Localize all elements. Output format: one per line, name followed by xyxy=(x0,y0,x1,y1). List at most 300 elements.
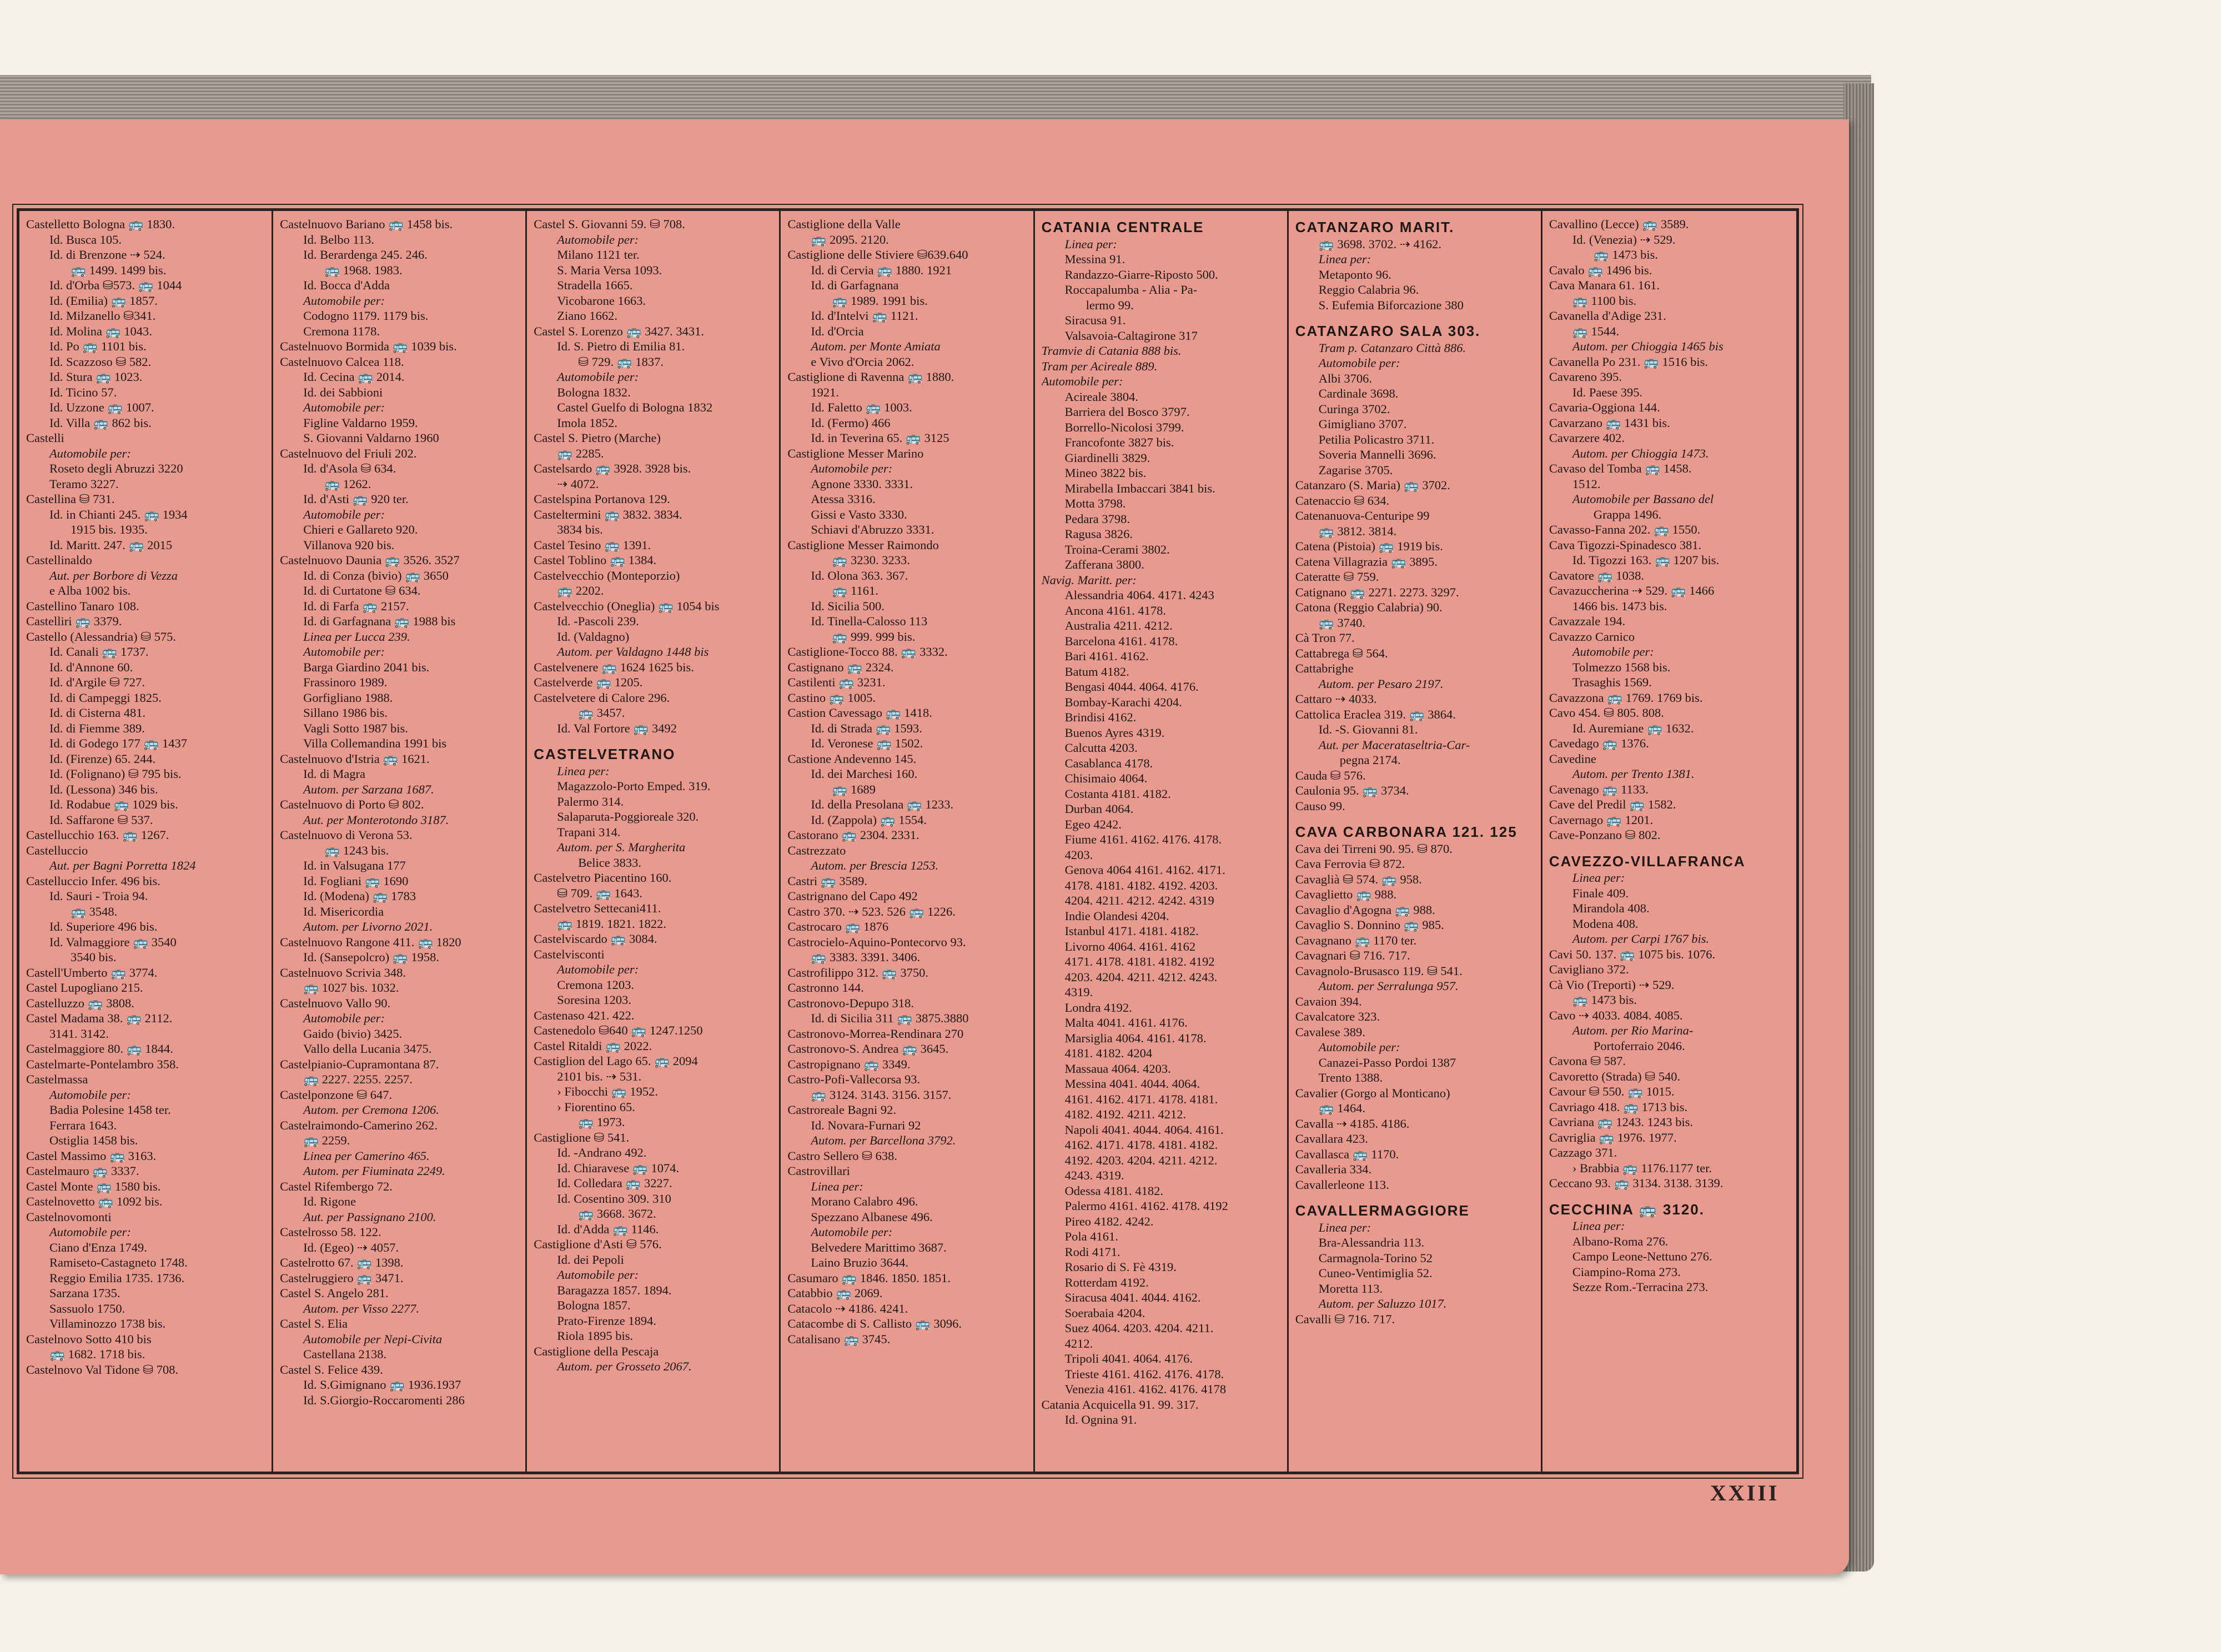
index-entry: Castilenti 🚌 3231. xyxy=(787,675,886,689)
index-entry: Castelnuovo Rangone 411. 🚌 1820 xyxy=(280,935,461,949)
index-entry: Bra-Alessandria 113. xyxy=(1318,1236,1425,1249)
index-entry: Id. in Teverina 65. 🚌 3125 xyxy=(811,431,949,445)
index-entry: Cattaro ⇢ 4033. xyxy=(1295,692,1377,706)
index-entry: Livorno 4064. 4161. 4162 xyxy=(1064,939,1196,953)
index-entry: Id. di Campeggi 1825. xyxy=(49,690,162,705)
index-entry: Castellino Tanaro 108. xyxy=(26,599,139,613)
index-entry: Id. Val Fortore 🚌 3492 xyxy=(557,721,677,735)
index-entry: 🚌 1100 bis. xyxy=(1572,293,1637,308)
index-entry: Cava Tigozzi-Spinadesco 381. xyxy=(1549,538,1702,552)
index-entry: Id. Chiaravese 🚌 1074. xyxy=(557,1161,680,1175)
index-entry: 3141. 3142. xyxy=(49,1026,109,1041)
index-entry: Castiglione Messer Raimondo xyxy=(787,538,939,552)
index-entry: Castel Tesino 🚌 1391. xyxy=(534,538,651,552)
index-entry: Id. di Conza (bivio) 🚌 3650 xyxy=(303,568,449,583)
index-entry: Castrocaro 🚌 1876 xyxy=(787,920,889,933)
index-entry: Figline Valdarno 1959. xyxy=(303,415,418,430)
index-entry: 4192. 4203. 4204. 4211. 4212. xyxy=(1064,1153,1218,1167)
index-entry: Chieri e Gallareto 920. xyxy=(303,523,418,536)
index-entry: 🚌 2259. xyxy=(303,1133,350,1147)
index-entry: Vallo della Lucania 3475. xyxy=(303,1042,432,1056)
index-entry: Castiglion del Lago 65. 🚌 2094 xyxy=(534,1054,698,1068)
index-entry: 4171. 4178. 4181. 4182. 4192 xyxy=(1064,955,1215,968)
index-entry: Id. Olona 363. 367. xyxy=(811,568,908,583)
index-entry: Badia Polesine 1458 ter. xyxy=(49,1103,171,1117)
index-entry: Id. di Fiemme 389. xyxy=(49,721,145,735)
index-table xyxy=(17,208,1799,1474)
index-entry: 4161. 4162. 4171. 4178. 4181. xyxy=(1064,1092,1218,1106)
index-entry: Brindisi 4162. xyxy=(1064,710,1137,724)
index-entry: Cavour ⛁ 550. 🚌 1015. xyxy=(1549,1084,1675,1098)
index-entry: Salaparuta-Poggioreale 320. xyxy=(557,810,699,824)
index-entry: Baragazza 1857. 1894. xyxy=(557,1283,672,1297)
index-entry: Castelviscardo 🚌 3084. xyxy=(534,932,657,946)
index-entry: Castropignano 🚌 3349. xyxy=(787,1057,911,1071)
index-entry: Id. Berardenga 245. 246. xyxy=(303,248,428,262)
index-entry: Castel S. Elia xyxy=(280,1317,348,1330)
index-entry: Autom. per Saluzzo 1017. xyxy=(1318,1297,1447,1310)
index-entry: Cà Tron 77. xyxy=(1295,631,1355,645)
index-entry: 🚌 1473 bis. xyxy=(1572,993,1637,1007)
index-entry: Cavallasca 🚌 1170. xyxy=(1295,1147,1399,1161)
index-entry: Castelnovomonti xyxy=(26,1209,112,1224)
index-entry: Automobile per: xyxy=(303,645,385,659)
index-entry: Cavoretto (Strada) ⛁ 540. xyxy=(1549,1069,1681,1083)
index-entry: Id. (Zappola) 🚌 1554. xyxy=(811,812,927,827)
index-entry: 🚌 2202. xyxy=(557,584,604,597)
index-entry: Campo Leone-Nettuno 276. xyxy=(1572,1249,1712,1263)
index-entry: Grappa 1496. xyxy=(1593,507,1662,521)
index-entry: Id. d'Adda 🚌 1146. xyxy=(557,1222,659,1236)
index-entry: Catabbio 🚌 2069. xyxy=(787,1286,883,1300)
index-entry: Id. Uzzone 🚌 1007. xyxy=(49,400,154,414)
index-entry: Id. Scazzoso ⛁ 582. xyxy=(49,354,152,369)
index-entry: Reggio Calabria 96. xyxy=(1318,283,1419,297)
spacer xyxy=(1295,313,1535,320)
index-entry: Autom. per Chioggia 1465 bis xyxy=(1572,339,1723,353)
index-entry: Id. in Valsugana 177 xyxy=(303,858,406,872)
index-entry: Automobile per: xyxy=(1318,1040,1400,1054)
index-entry: Castiglione di Ravenna 🚌 1880. xyxy=(787,370,954,384)
index-entry: Id. d'Asola ⛁ 634. xyxy=(303,461,396,475)
index-entry: Cremona 1178. xyxy=(303,324,380,338)
index-entry: Autom. per Pesaro 2197. xyxy=(1318,676,1444,691)
index-entry: Cazzago 371. xyxy=(1549,1146,1617,1159)
index-entry: Catena Villagrazia 🚌 3895. xyxy=(1295,554,1438,569)
index-entry: Id. (Folignano) ⛁ 795 bis. xyxy=(49,767,182,781)
index-entry: Giardinelli 3829. xyxy=(1064,450,1150,465)
index-entry: Rotterdam 4192. xyxy=(1064,1275,1149,1289)
index-entry: Spezzano Albanese 496. xyxy=(811,1209,933,1224)
index-entry: Castello (Alessandria) ⛁ 575. xyxy=(26,629,177,644)
index-entry: 🚌 1464. xyxy=(1318,1101,1365,1115)
index-entry: Codogno 1179. 1179 bis. xyxy=(303,309,429,323)
index-entry: Castrofilippo 312. 🚌 3750. xyxy=(787,965,929,980)
index-entry: Id. Busca 105. xyxy=(49,232,122,247)
index-entry: Castelnuovo Vallo 90. xyxy=(280,996,391,1010)
index-entry: Cavo 454. ⛁ 805. 808. xyxy=(1549,706,1664,720)
index-entry: Castelluzzo 🚌 3808. xyxy=(26,996,134,1010)
index-entry: Francofonte 3827 bis. xyxy=(1064,435,1174,449)
index-entry: Id. (Egeo) ⇢ 4057. xyxy=(303,1240,399,1254)
index-entry: Castion Cavessago 🚌 1418. xyxy=(787,706,932,720)
index-entry: Id. di Cervia 🚌 1880. 1921 xyxy=(811,263,952,277)
index-entry: 4203. xyxy=(1064,847,1093,862)
index-entry: Castelspina Portanova 129. xyxy=(534,492,670,506)
index-column-7 xyxy=(1542,211,1796,1472)
index-entry: Aut. per Passignano 2100. xyxy=(303,1209,436,1224)
index-column-5 xyxy=(1035,211,1289,1472)
index-entry: Id. di Magra xyxy=(303,767,365,781)
index-entry: Cavagnano 🚌 1170 ter. xyxy=(1295,933,1417,947)
index-entry: Castronovo-Morrea-Rendinara 270 xyxy=(787,1026,964,1041)
index-entry: Venezia 4161. 4162. 4176. 4178 xyxy=(1064,1382,1227,1396)
index-entry: Id. (Sansepolcro) 🚌 1958. xyxy=(303,950,439,964)
index-entry: Castelverde 🚌 1205. xyxy=(534,675,643,689)
index-entry: Id. di Garfagnana xyxy=(811,278,899,292)
index-entry: 🚌 1689 xyxy=(832,782,876,796)
index-entry: Cavasso-Fanna 202. 🚌 1550. xyxy=(1549,523,1701,536)
index-entry: Imola 1852. xyxy=(557,415,618,430)
index-entry: Acireale 3804. xyxy=(1064,389,1139,404)
index-entry: Cavalli ⛁ 716. 717. xyxy=(1295,1312,1395,1326)
index-entry: Cavallara 423. xyxy=(1295,1132,1368,1146)
index-entry: Id. Belbo 113. xyxy=(303,232,375,247)
index-entry: Castiglione della Pescaja xyxy=(534,1344,659,1358)
index-column-3 xyxy=(527,211,781,1472)
index-entry: Marsiglia 4064. 4161. 4178. xyxy=(1064,1031,1207,1045)
index-entry: Morano Calabro 496. xyxy=(811,1194,918,1208)
index-entry: 🚌 3668. 3672. xyxy=(578,1207,656,1221)
index-entry: Id. Veronese 🚌 1502. xyxy=(811,736,923,750)
index-entry: Catania Acquicella 91. 99. 317. xyxy=(1041,1397,1199,1412)
index-entry: Catalisano 🚌 3745. xyxy=(787,1332,891,1346)
section-heading: CATANIA CENTRALE xyxy=(1041,219,1204,235)
index-entry: Id. Tigozzi 163. 🚌 1207 bis. xyxy=(1572,553,1720,567)
index-entry: Automobile per Nepi-Civita xyxy=(303,1332,443,1346)
index-entry: Linea per: xyxy=(811,1179,863,1193)
spacer xyxy=(534,736,773,744)
index-entry: Id. Ognina 91. xyxy=(1064,1413,1137,1427)
index-entry: Cavalo 🚌 1496 bis. xyxy=(1549,263,1652,277)
index-entry: Cavona ⛁ 587. xyxy=(1549,1054,1626,1068)
index-entry: Castenaso 421. 422. xyxy=(534,1008,635,1022)
index-entry: Casteltermini 🚌 3832. 3834. xyxy=(534,507,682,521)
index-entry: Castenedolo ⛁640 🚌 1247.1250 xyxy=(534,1023,703,1037)
index-entry: Pola 4161. xyxy=(1064,1229,1118,1243)
index-entry: Aut. per Borbore di Vezza xyxy=(49,568,178,583)
index-entry: Id. S.Gimignano 🚌 1936.1937 xyxy=(303,1378,461,1392)
index-entry: Autom. per Brescia 1253. xyxy=(811,858,939,872)
index-entry: Automobile per: xyxy=(303,1011,385,1025)
index-entry: 4319. xyxy=(1064,985,1093,999)
index-entry: 🚌 1819. 1821. 1822. xyxy=(557,916,667,931)
index-entry: Id. Bocca d'Adda xyxy=(303,278,390,292)
index-entry: Id. di Godego 177 🚌 1437 xyxy=(49,736,187,750)
index-entry: Autom. per Rio Marina- xyxy=(1572,1023,1694,1037)
index-entry: Malta 4041. 4161. 4176. xyxy=(1064,1016,1188,1030)
index-entry: Indie Olandesi 4204. xyxy=(1064,908,1169,923)
index-entry: › Fibocchi 🚌 1952. xyxy=(557,1084,659,1098)
index-entry: Belvedere Marittimo 3687. xyxy=(811,1240,947,1254)
index-entry: Bologna 1832. xyxy=(557,385,631,399)
index-entry: Cavazzale 194. xyxy=(1549,614,1626,628)
section-heading: CATANZARO MARIT. xyxy=(1295,219,1455,235)
index-entry: Castel Rifembergo 72. xyxy=(280,1179,393,1193)
index-entry: Id. di Farfa 🚌 2157. xyxy=(303,599,409,613)
index-entry: Id. Stura 🚌 1023. xyxy=(49,370,143,384)
index-column-1 xyxy=(19,211,273,1472)
index-entry: Navig. Maritt. per: xyxy=(1041,573,1137,587)
index-entry: Catona (Reggio Calabria) 90. xyxy=(1295,600,1443,614)
index-entry: Soerabaia 4204. xyxy=(1064,1305,1145,1320)
page-number: XXIII xyxy=(1710,1480,1780,1505)
section-heading: CECCHINA 🚌 3120. xyxy=(1549,1201,1705,1218)
index-entry: Id. d'Argile ⛁ 727. xyxy=(49,675,145,689)
index-entry: Barcelona 4161. 4178. xyxy=(1064,634,1178,648)
index-entry: Rodi 4171. xyxy=(1064,1244,1120,1259)
index-entry: Schiavi d'Abruzzo 3331. xyxy=(811,523,934,536)
index-entry: Ceccano 93. 🚌 3134. 3138. 3139. xyxy=(1549,1176,1723,1190)
index-entry: Gorfigliano 1988. xyxy=(303,690,393,705)
index-entry: Castelvisconti xyxy=(534,947,605,961)
index-entry: Castiglione Messer Marino xyxy=(787,446,924,460)
index-entry: Id. Villa 🚌 862 bis. xyxy=(49,415,152,430)
spacer xyxy=(1295,1192,1535,1200)
index-entry: Portoferraio 2046. xyxy=(1593,1038,1685,1053)
index-entry: Catenanuova-Centuripe 99 xyxy=(1295,509,1430,523)
index-entry: Castelnovetto 🚌 1092 bis. xyxy=(26,1194,163,1208)
index-entry: pegna 2174. xyxy=(1339,753,1401,767)
index-entry: Id. Molina 🚌 1043. xyxy=(49,324,152,338)
index-entry: Cavaglietto 🚌 988. xyxy=(1295,887,1397,901)
index-entry: Catanzaro (S. Maria) 🚌 3702. xyxy=(1295,478,1450,492)
index-entry: Siracusa 91. xyxy=(1064,313,1126,327)
index-entry: Cavi 50. 137. 🚌 1075 bis. 1076. xyxy=(1549,947,1716,961)
index-entry: 🚌 1968. 1983. xyxy=(324,263,403,277)
index-entry: Castelluccio xyxy=(26,843,88,857)
index-entry: Castellinaldo xyxy=(26,553,92,567)
index-entry: Id. Po 🚌 1101 bis. xyxy=(49,339,147,353)
index-entry: Id. d'Orba ⛁573. 🚌 1044 xyxy=(49,278,182,292)
index-entry: Casumaro 🚌 1846. 1850. 1851. xyxy=(787,1271,951,1285)
index-entry: Cavalese 389. xyxy=(1295,1025,1365,1039)
index-entry: Castelpianio-Cupramontana 87. xyxy=(280,1057,439,1071)
index-entry: Castel Madama 38. 🚌 2112. xyxy=(26,1011,173,1025)
index-entry: 🚌 1027 bis. 1032. xyxy=(303,981,399,995)
index-entry: Id. Rodabue 🚌 1029 bis. xyxy=(49,797,178,811)
index-entry: Istanbul 4171. 4181. 4182. xyxy=(1064,924,1199,938)
index-entry: 4204. 4211. 4212. 4242. 4319 xyxy=(1064,893,1214,907)
index-entry: 🚌 3230. 3233. xyxy=(832,553,910,567)
index-entry: 🚌 999. 999 bis. xyxy=(832,629,916,644)
index-entry: Barga Giardino 2041 bis. xyxy=(303,660,430,674)
index-entry: Id. d'Asti 🚌 920 ter. xyxy=(303,492,409,506)
index-entry: 1466 bis. 1473 bis. xyxy=(1572,599,1667,613)
index-entry: Automobile per: xyxy=(303,400,385,414)
index-entry: Automobile per: xyxy=(557,232,639,247)
index-entry: Castel S. Angelo 281. xyxy=(280,1286,389,1300)
index-entry: Cavanella Po 231. 🚌 1516 bis. xyxy=(1549,354,1708,369)
index-entry: Cave-Ponzano ⛁ 802. xyxy=(1549,828,1661,842)
index-entry: ⛁ 729. 🚌 1837. xyxy=(578,354,664,369)
index-entry: Id. Colledara 🚌 3227. xyxy=(557,1176,672,1190)
index-entry: Castellucchio 163. 🚌 1267. xyxy=(26,828,169,842)
index-entry: Castelnuovo Bariano 🚌 1458 bis. xyxy=(280,217,453,231)
index-entry: 4178. 4181. 4182. 4192. 4203. xyxy=(1064,878,1218,892)
index-entry: Sassuolo 1750. xyxy=(49,1301,125,1315)
index-entry: Id. Faletto 🚌 1003. xyxy=(811,400,912,414)
index-entry: Mineo 3822 bis. xyxy=(1064,466,1147,480)
index-entry: Pireo 4182. 4242. xyxy=(1064,1214,1154,1228)
index-entry: Castro 370. ⇢ 523. 526 🚌 1226. xyxy=(787,904,956,918)
index-entry: Castelnuovo di Verona 53. xyxy=(280,828,413,842)
index-entry: Cavedine xyxy=(1549,751,1596,766)
index-entry: Trento 1388. xyxy=(1318,1071,1383,1084)
index-entry: Cavallerleone 113. xyxy=(1295,1177,1389,1192)
index-entry: Id. d'Intelvi 🚌 1121. xyxy=(811,309,918,323)
index-entry: Id. Valmaggiore 🚌 3540 xyxy=(49,935,177,949)
index-entry: Autom. per Fiuminata 2249. xyxy=(303,1164,445,1178)
index-entry: Cavriana 🚌 1243. 1243 bis. xyxy=(1549,1115,1694,1129)
index-entry: Catignano 🚌 2271. 2273. 3297. xyxy=(1295,585,1459,599)
index-entry: Autom. per Sarzana 1687. xyxy=(303,782,434,796)
index-entry: Tram p. Catanzaro Città 886. xyxy=(1318,340,1466,355)
index-entry: Aut. per Macerataseltria-Car- xyxy=(1318,737,1470,752)
spacer xyxy=(1549,1191,1791,1199)
spacer xyxy=(1549,843,1791,851)
section-heading: CAVALLERMAGGIORE xyxy=(1295,1202,1470,1219)
index-entry: Catena (Pistoia) 🚌 1919 bis. xyxy=(1295,539,1443,553)
index-entry: lermo 99. xyxy=(1086,298,1134,312)
index-entry: Cattabrighe xyxy=(1295,661,1354,675)
index-entry: Cavagnari ⛁ 716. 717. xyxy=(1295,948,1410,962)
index-entry: Bombay-Karachi 4204. xyxy=(1064,695,1182,709)
index-entry: Durban 4064. xyxy=(1064,802,1134,816)
index-entry: Sillano 1986 bis. xyxy=(303,706,388,720)
index-entry: Cavaglià ⛁ 574. 🚌 958. xyxy=(1295,872,1422,886)
index-entry: Castro-Pofi-Vallecorsa 93. xyxy=(787,1072,921,1086)
index-entry: Id. Sauri - Troia 94. xyxy=(49,889,148,903)
index-entry: Castiglione d'Asti ⛁ 576. xyxy=(534,1237,662,1251)
index-entry: Magazzolo-Porto Emped. 319. xyxy=(557,779,711,793)
index-entry: Cava Ferrovia ⛁ 872. xyxy=(1295,857,1405,871)
index-entry: Cavernago 🚌 1201. xyxy=(1549,812,1654,827)
index-entry: ⛁ 709. 🚌 1643. xyxy=(557,886,643,900)
index-entry: Zafferana 3800. xyxy=(1064,558,1144,571)
index-entry: Gaido (bivio) 3425. xyxy=(303,1026,403,1041)
index-entry: Costanta 4181. 4182. xyxy=(1064,786,1171,801)
index-entry: Vicobarone 1663. xyxy=(557,293,646,308)
index-entry: Castel Toblino 🚌 1384. xyxy=(534,553,657,567)
index-entry: Id. Tinella-Calosso 113 xyxy=(811,614,928,628)
index-entry: Pedara 3798. xyxy=(1064,511,1130,526)
index-entry: Automobile per: xyxy=(1041,374,1123,388)
index-entry: 2101 bis. ⇢ 531. xyxy=(557,1069,642,1083)
index-entry: Id. (Firenze) 65. 244. xyxy=(49,751,156,766)
index-entry: Cava dei Tirreni 90. 95. ⛁ 870. xyxy=(1295,841,1453,856)
page-stack-edge xyxy=(0,75,1871,122)
index-entry: Castelvetro Settecani411. xyxy=(534,901,661,915)
index-entry: Cavaria-Oggiona 144. xyxy=(1549,400,1660,414)
index-entry: Ciano d'Enza 1749. xyxy=(49,1240,147,1254)
index-entry: Autom. per Carpi 1767 bis. xyxy=(1572,932,1710,946)
index-entry: Cavriago 418. 🚌 1713 bis. xyxy=(1549,1099,1688,1114)
index-entry: Catacolo ⇢ 4186. 4241. xyxy=(787,1301,908,1315)
index-entry: Automobile per: xyxy=(811,1225,893,1239)
index-entry: Cremona 1203. xyxy=(557,977,635,992)
index-entry: Castel Ritaldi 🚌 2022. xyxy=(534,1038,652,1053)
section-heading: CATANZARO SALA 303. xyxy=(1295,323,1481,339)
index-entry: Id. (Emilia) 🚌 1857. xyxy=(49,293,158,308)
index-entry: Castrignano del Capo 492 xyxy=(787,889,918,903)
index-entry: Buenos Ayres 4319. xyxy=(1064,725,1165,740)
index-entry: Id. S.Giorgio-Roccaromenti 286 xyxy=(303,1393,465,1407)
index-entry: Castiglione-Tocco 88. 🚌 3332. xyxy=(787,645,948,659)
index-entry: Mirandola 408. xyxy=(1572,901,1650,915)
index-entry: Roseto degli Abruzzi 3220 xyxy=(49,461,183,475)
index-entry: Messina 4041. 4044. 4064. xyxy=(1064,1077,1200,1091)
index-entry: S. Giovanni Valdarno 1960 xyxy=(303,431,439,445)
index-entry: Id. Misericordia xyxy=(303,904,384,918)
index-entry: Cattolica Eraclea 319. 🚌 3864. xyxy=(1295,707,1456,721)
index-entry: Reggio Emilia 1735. 1736. xyxy=(49,1271,185,1285)
index-entry: Sarzana 1735. xyxy=(49,1286,120,1300)
index-entry: Cavazzo Carnico xyxy=(1549,629,1635,644)
index-entry: Trasaghis 1569. xyxy=(1572,675,1652,689)
index-entry: Tram per Acireale 889. xyxy=(1041,359,1158,373)
index-entry: Tolmezzo 1568 bis. xyxy=(1572,660,1671,674)
index-entry: Castelletto Bologna 🚌 1830. xyxy=(26,217,175,231)
index-entry: Cavo ⇢ 4033. 4084. 4085. xyxy=(1549,1008,1683,1022)
index-entry: Castelnuovo del Friuli 202. xyxy=(280,446,417,460)
index-entry: Modena 408. xyxy=(1572,916,1639,931)
index-entry: Linea per: xyxy=(1318,252,1371,266)
index-entry: Teramo 3227. xyxy=(49,476,119,491)
index-entry: Id. S. Pietro di Emilia 81. xyxy=(557,339,685,353)
index-entry: Mirabella Imbaccari 3841 bis. xyxy=(1064,481,1215,495)
index-entry: 3834 bis. xyxy=(557,523,603,536)
index-entry: Albano-Roma 276. xyxy=(1572,1234,1669,1248)
spacer xyxy=(1295,814,1535,821)
index-entry: Id. Auremiane 🚌 1632. xyxy=(1572,721,1694,735)
index-entry: Vagli Sotto 1987 bis. xyxy=(303,721,408,735)
index-entry: Castione Andevenno 145. xyxy=(787,751,917,766)
index-entry: 🚌 2095. 2120. xyxy=(811,232,889,247)
index-entry: Castiglione della Valle xyxy=(787,217,901,231)
index-entry: Autom. per Cremona 1206. xyxy=(303,1103,439,1117)
index-entry: Petilia Policastro 3711. xyxy=(1318,432,1435,446)
index-entry: Id. Fogliani 🚌 1690 xyxy=(303,873,409,888)
index-entry: e Alba 1002 bis. xyxy=(49,584,131,597)
index-entry: Ramiseto-Castagneto 1748. xyxy=(49,1256,188,1269)
index-entry: Castrezzato xyxy=(787,843,846,857)
index-entry: Castelrosso 58. 122. xyxy=(280,1225,381,1239)
index-entry: Castelnuovo Scrivia 348. xyxy=(280,965,406,980)
index-entry: Linea per Camerino 465. xyxy=(303,1148,430,1163)
index-entry: Cavaglio d'Agogna 🚌 988. xyxy=(1295,902,1435,917)
index-entry: Id. (Valdagno) xyxy=(557,629,630,644)
index-entry: Castell'Umberto 🚌 3774. xyxy=(26,965,158,980)
index-entry: 🚌 3740. xyxy=(1318,615,1365,630)
index-entry: Castiglione delle Stiviere ⛁639.640 xyxy=(787,248,968,262)
index-entry: Linea per: xyxy=(1572,1219,1625,1233)
index-entry: Gissi e Vasto 3330. xyxy=(811,507,907,521)
index-entry: Automobile per: xyxy=(1318,356,1400,370)
index-entry: Aut. per Monterotondo 3187. xyxy=(303,812,449,827)
index-entry: Agnone 3330. 3331. xyxy=(811,476,913,491)
index-entry: Moretta 113. xyxy=(1318,1281,1383,1296)
